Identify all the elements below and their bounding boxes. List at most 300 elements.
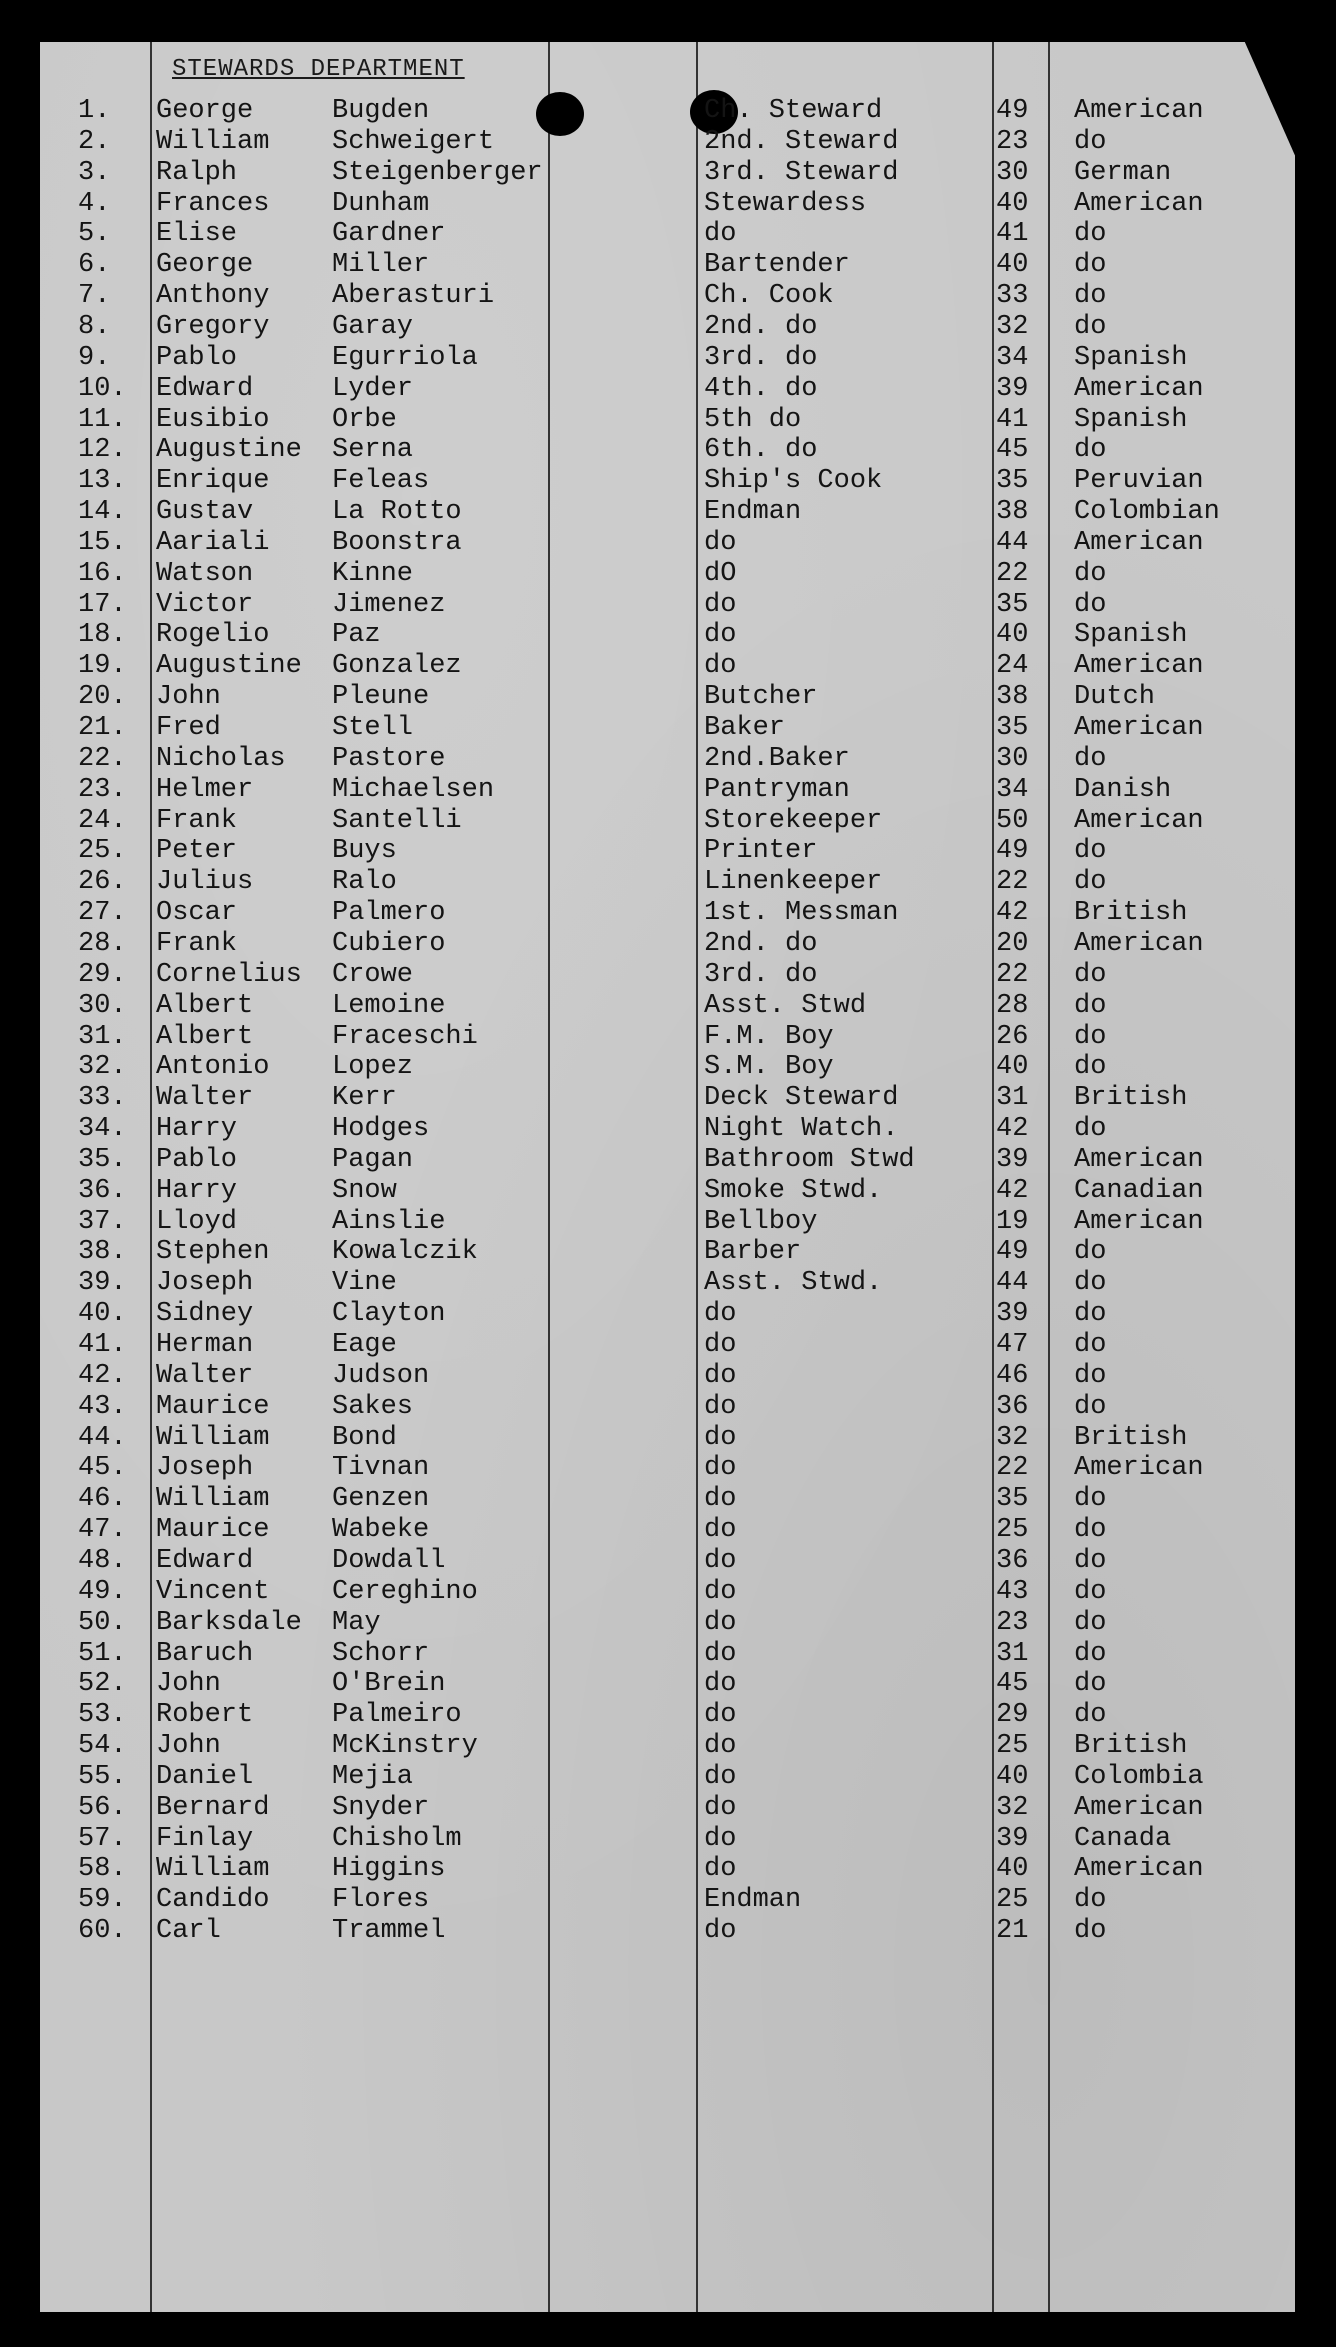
first-name: Carl [156, 1916, 221, 1947]
crew-row [0, 1484, 1336, 1514]
row-number: 54. [78, 1731, 127, 1762]
position: 6th. do [704, 435, 818, 466]
crew-row [0, 682, 1336, 712]
nationality: British [1074, 1422, 1188, 1453]
row-number: 59. [78, 1885, 127, 1916]
position: 2nd. do [704, 928, 818, 959]
crew-row [0, 466, 1336, 496]
crew-row [0, 1854, 1336, 1884]
position: Barber [704, 1237, 802, 1268]
position: Endman [704, 497, 802, 528]
age: 23 [996, 1607, 1029, 1638]
crew-row [0, 1546, 1336, 1576]
crew-row [0, 312, 1336, 342]
position: do [704, 1854, 737, 1885]
position: do [704, 1515, 737, 1546]
crew-row [0, 713, 1336, 743]
first-name: Julius [156, 867, 254, 898]
row-number: 46. [78, 1484, 127, 1515]
age: 22 [996, 558, 1029, 589]
row-number: 23. [78, 774, 127, 805]
position: Ch. Steward [704, 96, 883, 126]
age: 40 [996, 620, 1029, 651]
age: 32 [996, 311, 1029, 342]
first-name: Walter [156, 1360, 254, 1391]
crew-row [0, 1361, 1336, 1391]
first-name: Augustine [156, 435, 302, 466]
crew-row [0, 1207, 1336, 1237]
first-name: Maurice [156, 1391, 270, 1422]
row-number: 56. [78, 1792, 127, 1823]
age: 28 [996, 990, 1029, 1021]
crew-row [0, 528, 1336, 558]
row-number: 7. [78, 281, 111, 312]
age: 31 [996, 1083, 1029, 1114]
row-number: 8. [78, 311, 111, 342]
age: 45 [996, 435, 1029, 466]
age: 49 [996, 836, 1029, 867]
nationality: American [1074, 928, 1204, 959]
last-name: Kerr [332, 1083, 397, 1114]
position: do [704, 1299, 737, 1330]
nationality: do [1074, 1669, 1107, 1700]
position: do [704, 1607, 737, 1638]
nationality: Canada [1074, 1823, 1172, 1854]
nationality: do [1074, 1515, 1107, 1546]
nationality: American [1074, 1144, 1204, 1175]
row-number: 39. [78, 1268, 127, 1299]
first-name: Rogelio [156, 620, 270, 651]
nationality: British [1074, 898, 1188, 929]
position: 2nd. Steward [704, 126, 899, 157]
row-number: 21. [78, 713, 127, 743]
row-number: 11. [78, 404, 127, 435]
age: 22 [996, 959, 1029, 990]
crew-row [0, 1237, 1336, 1267]
crew-row [0, 343, 1336, 373]
nationality: American [1074, 1854, 1204, 1885]
last-name: Palmero [332, 898, 446, 929]
last-name: Pagan [332, 1144, 414, 1175]
last-name: Palmeiro [332, 1700, 462, 1731]
position: do [704, 589, 737, 620]
age: 46 [996, 1360, 1029, 1391]
nationality: American [1074, 1792, 1204, 1823]
crew-row [0, 96, 1336, 126]
crew-row [0, 189, 1336, 219]
crew-row [0, 1885, 1336, 1915]
age: 38 [996, 497, 1029, 528]
position: do [704, 219, 737, 250]
row-number: 51. [78, 1638, 127, 1669]
position: Night Watch. [704, 1114, 899, 1145]
age: 36 [996, 1545, 1029, 1576]
crew-row [0, 1022, 1336, 1052]
row-number: 26. [78, 867, 127, 898]
first-name: George [156, 96, 254, 126]
crew-row [0, 1669, 1336, 1699]
crew-row [0, 497, 1336, 527]
position: do [704, 1453, 737, 1484]
nationality: Colombia [1074, 1761, 1204, 1792]
row-number: 32. [78, 1052, 127, 1083]
crew-row [0, 1916, 1336, 1946]
row-number: 49. [78, 1576, 127, 1607]
age: 44 [996, 527, 1029, 558]
crew-row [0, 1700, 1336, 1730]
position: Ch. Cook [704, 281, 834, 312]
row-number: 24. [78, 805, 127, 836]
crew-row [0, 898, 1336, 928]
first-name: Joseph [156, 1453, 254, 1484]
crew-row [0, 1330, 1336, 1360]
last-name: Chisholm [332, 1823, 462, 1854]
last-name: Clayton [332, 1299, 446, 1330]
last-name: Serna [332, 435, 414, 466]
last-name: Judson [332, 1360, 430, 1391]
crew-row [0, 1453, 1336, 1483]
crew-row [0, 651, 1336, 681]
nationality: do [1074, 1545, 1107, 1576]
age: 45 [996, 1669, 1029, 1700]
position: Butcher [704, 682, 818, 713]
first-name: William [156, 126, 270, 157]
last-name: Michaelsen [332, 774, 495, 805]
nationality: do [1074, 1360, 1107, 1391]
first-name: Finlay [156, 1823, 254, 1854]
first-name: Baruch [156, 1638, 254, 1669]
nationality: do [1074, 1700, 1107, 1731]
crew-row [0, 1083, 1336, 1113]
first-name: Stephen [156, 1237, 270, 1268]
position: Smoke Stwd. [704, 1175, 883, 1206]
last-name: Gardner [332, 219, 446, 250]
position: do [704, 1422, 737, 1453]
row-number: 3. [78, 157, 111, 188]
row-number: 15. [78, 527, 127, 558]
row-number: 40. [78, 1299, 127, 1330]
age: 34 [996, 342, 1029, 373]
first-name: Barksdale [156, 1607, 302, 1638]
crew-row [0, 775, 1336, 805]
first-name: Enrique [156, 466, 270, 497]
last-name: Snow [332, 1175, 397, 1206]
crew-row [0, 929, 1336, 959]
age: 42 [996, 1175, 1029, 1206]
nationality: do [1074, 990, 1107, 1021]
last-name: Orbe [332, 404, 397, 435]
nationality: American [1074, 188, 1204, 219]
row-number: 35. [78, 1144, 127, 1175]
position: Pantryman [704, 774, 850, 805]
last-name: Steigenberger [332, 157, 543, 188]
row-number: 20. [78, 682, 127, 713]
crew-row [0, 405, 1336, 435]
position: do [704, 1576, 737, 1607]
first-name: Fred [156, 713, 221, 743]
position: do [704, 1916, 737, 1947]
crew-row [0, 250, 1336, 280]
position: Storekeeper [704, 805, 883, 836]
position: do [704, 1792, 737, 1823]
nationality: do [1074, 435, 1107, 466]
position: Bathroom Stwd [704, 1144, 915, 1175]
crew-row [0, 1268, 1336, 1298]
row-number: 1. [78, 96, 111, 126]
crew-row [0, 1114, 1336, 1144]
crew-row [0, 991, 1336, 1021]
first-name: Peter [156, 836, 238, 867]
first-name: Gustav [156, 497, 254, 528]
position: Stewardess [704, 188, 867, 219]
position: do [704, 1330, 737, 1360]
crew-row [0, 620, 1336, 650]
nationality: British [1074, 1083, 1188, 1114]
last-name: Snyder [332, 1792, 430, 1823]
last-name: Fraceschi [332, 1021, 478, 1052]
first-name: Daniel [156, 1761, 254, 1792]
age: 39 [996, 373, 1029, 404]
position: do [704, 1823, 737, 1854]
first-name: Maurice [156, 1515, 270, 1546]
last-name: Buys [332, 836, 397, 867]
last-name: Stell [332, 713, 414, 743]
last-name: Tivnan [332, 1453, 430, 1484]
crew-row [0, 1515, 1336, 1545]
crew-row [0, 219, 1336, 249]
last-name: Trammel [332, 1916, 446, 1947]
last-name: Flores [332, 1885, 430, 1916]
row-number: 9. [78, 342, 111, 373]
nationality: American [1074, 96, 1204, 126]
last-name: Lopez [332, 1052, 414, 1083]
last-name: Ralo [332, 867, 397, 898]
last-name: Pleune [332, 682, 430, 713]
last-name: Paz [332, 620, 381, 651]
nationality: Spanish [1074, 404, 1188, 435]
row-number: 28. [78, 928, 127, 959]
first-name: Edward [156, 1545, 254, 1576]
first-name: John [156, 1669, 221, 1700]
row-number: 2. [78, 126, 111, 157]
row-number: 12. [78, 435, 127, 466]
last-name: Miller [332, 250, 430, 281]
nationality: American [1074, 713, 1204, 743]
nationality: do [1074, 836, 1107, 867]
position: Endman [704, 1885, 802, 1916]
row-number: 44. [78, 1422, 127, 1453]
last-name: McKinstry [332, 1731, 478, 1762]
last-name: Schorr [332, 1638, 430, 1669]
row-number: 16. [78, 558, 127, 589]
crew-row [0, 1762, 1336, 1792]
nationality: do [1074, 1607, 1107, 1638]
age: 50 [996, 805, 1029, 836]
position: do [704, 1731, 737, 1762]
row-number: 27. [78, 898, 127, 929]
nationality: American [1074, 1453, 1204, 1484]
nationality: do [1074, 311, 1107, 342]
nationality: do [1074, 1268, 1107, 1299]
age: 34 [996, 774, 1029, 805]
position: do [704, 1484, 737, 1515]
row-number: 60. [78, 1916, 127, 1947]
last-name: Vine [332, 1268, 397, 1299]
nationality: do [1074, 1638, 1107, 1669]
nationality: do [1074, 1916, 1107, 1947]
age: 30 [996, 743, 1029, 774]
crew-row [0, 1176, 1336, 1206]
nationality: American [1074, 373, 1204, 404]
row-number: 19. [78, 651, 127, 682]
last-name: Cereghino [332, 1576, 478, 1607]
position: do [704, 527, 737, 558]
age: 20 [996, 928, 1029, 959]
crew-row [0, 559, 1336, 589]
position: do [704, 1761, 737, 1792]
row-number: 50. [78, 1607, 127, 1638]
position: S.M. Boy [704, 1052, 834, 1083]
age: 23 [996, 126, 1029, 157]
row-number: 55. [78, 1761, 127, 1792]
nationality: do [1074, 1391, 1107, 1422]
crew-row [0, 1299, 1336, 1329]
first-name: George [156, 250, 254, 281]
position: 3rd. Steward [704, 157, 899, 188]
row-number: 53. [78, 1700, 127, 1731]
position: do [704, 651, 737, 682]
age: 35 [996, 466, 1029, 497]
first-name: Oscar [156, 898, 238, 929]
nationality: Spanish [1074, 620, 1188, 651]
last-name: Boonstra [332, 527, 462, 558]
row-number: 57. [78, 1823, 127, 1854]
age: 40 [996, 250, 1029, 281]
last-name: Hodges [332, 1114, 430, 1145]
nationality: Peruvian [1074, 466, 1204, 497]
age: 22 [996, 1453, 1029, 1484]
row-number: 4. [78, 188, 111, 219]
age: 19 [996, 1206, 1029, 1237]
nationality: do [1074, 281, 1107, 312]
first-name: Pablo [156, 1144, 238, 1175]
nationality: American [1074, 651, 1204, 682]
first-name: Elise [156, 219, 238, 250]
row-number: 58. [78, 1854, 127, 1885]
age: 49 [996, 96, 1029, 126]
nationality: do [1074, 959, 1107, 990]
first-name: Frank [156, 928, 238, 959]
nationality: German [1074, 157, 1172, 188]
crew-row [0, 1392, 1336, 1422]
first-name: William [156, 1484, 270, 1515]
age: 24 [996, 651, 1029, 682]
first-name: Gregory [156, 311, 270, 342]
first-name: Anthony [156, 281, 270, 312]
age: 35 [996, 589, 1029, 620]
age: 40 [996, 1052, 1029, 1083]
crew-row [0, 1052, 1336, 1082]
row-number: 6. [78, 250, 111, 281]
last-name: Mejia [332, 1761, 414, 1792]
crew-row [0, 127, 1336, 157]
first-name: Harry [156, 1175, 238, 1206]
first-name: Watson [156, 558, 254, 589]
crew-row [0, 1731, 1336, 1761]
last-name: Bugden [332, 96, 430, 126]
row-number: 38. [78, 1237, 127, 1268]
row-number: 42. [78, 1360, 127, 1391]
nationality: do [1074, 219, 1107, 250]
position: Asst. Stwd. [704, 1268, 883, 1299]
last-name: Gonzalez [332, 651, 462, 682]
position: do [704, 1700, 737, 1731]
first-name: Albert [156, 990, 254, 1021]
row-number: 31. [78, 1021, 127, 1052]
first-name: Frank [156, 805, 238, 836]
last-name: O'Brein [332, 1669, 446, 1700]
crew-row [0, 1423, 1336, 1453]
nationality: do [1074, 250, 1107, 281]
age: 38 [996, 682, 1029, 713]
row-number: 43. [78, 1391, 127, 1422]
last-name: Wabeke [332, 1515, 430, 1546]
last-name: Garay [332, 311, 414, 342]
nationality: do [1074, 1237, 1107, 1268]
nationality: Canadian [1074, 1175, 1204, 1206]
position: do [704, 1391, 737, 1422]
crew-row [0, 806, 1336, 836]
crew-row [0, 1639, 1336, 1669]
row-number: 29. [78, 959, 127, 990]
first-name: Harry [156, 1114, 238, 1145]
position: do [704, 1545, 737, 1576]
crew-row [0, 1608, 1336, 1638]
nationality: do [1074, 589, 1107, 620]
age: 31 [996, 1638, 1029, 1669]
nationality: do [1074, 743, 1107, 774]
first-name: Cornelius [156, 959, 302, 990]
position: do [704, 1638, 737, 1669]
nationality: do [1074, 1576, 1107, 1607]
position: Baker [704, 713, 786, 743]
crew-row [0, 435, 1336, 465]
age: 49 [996, 1237, 1029, 1268]
first-name: Eusibio [156, 404, 270, 435]
row-number: 14. [78, 497, 127, 528]
last-name: May [332, 1607, 381, 1638]
last-name: Kowalczik [332, 1237, 478, 1268]
row-number: 10. [78, 373, 127, 404]
row-number: 33. [78, 1083, 127, 1114]
age: 39 [996, 1144, 1029, 1175]
crew-row [0, 374, 1336, 404]
crew-row [0, 281, 1336, 311]
row-number: 25. [78, 836, 127, 867]
first-name: Nicholas [156, 743, 286, 774]
position: 4th. do [704, 373, 818, 404]
age: 41 [996, 219, 1029, 250]
first-name: Frances [156, 188, 270, 219]
position: Bellboy [704, 1206, 818, 1237]
last-name: Sakes [332, 1391, 414, 1422]
first-name: William [156, 1422, 270, 1453]
age: 42 [996, 1114, 1029, 1145]
nationality: Dutch [1074, 682, 1156, 713]
row-number: 45. [78, 1453, 127, 1484]
age: 40 [996, 1854, 1029, 1885]
nationality: British [1074, 1731, 1188, 1762]
